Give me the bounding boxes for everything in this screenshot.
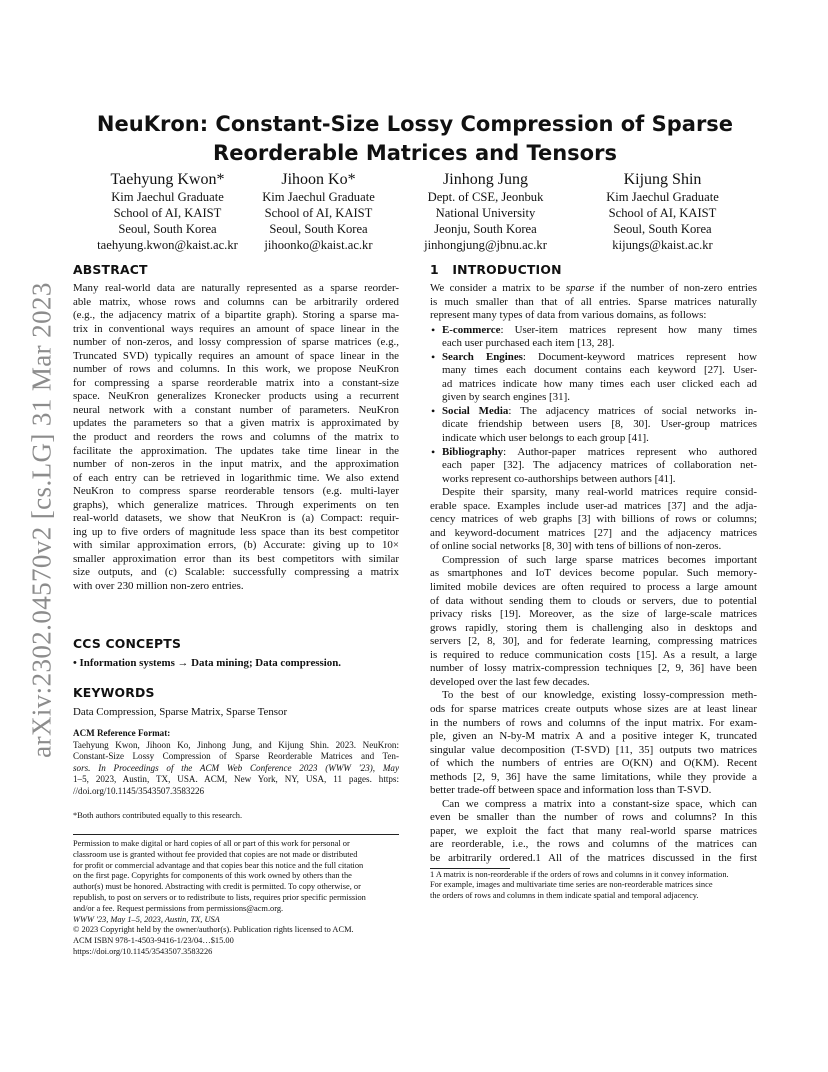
list-item [430,405,757,446]
intro-line: servers [2, 8, 30], and for federate learning, compressing matrices [430,635,757,648]
abstract-line: NeuKron to compress sparse reorderable tensors (e.g. multi-layer [73,485,399,498]
intro-paragraph-2 [430,486,757,554]
footnote [430,870,757,902]
intro-line: of which the numbers of entries are O(KN) and O(KM). Recent [430,757,757,770]
abstract-line: facilitate the approximation. The updates take time linear in the [73,444,399,457]
author-affiliation: Kim Jaechul Graduate [262,190,375,204]
author-location: Seoul, South Korea [118,222,217,236]
abstract-line: with similar approximation errors, (b) Accurate: giving up to 10× [73,539,399,552]
abstract-line: smaller approximation error than its best competitors with similar [73,552,399,565]
author-name: Jinhong Jung [443,171,528,188]
paper-title [80,110,750,168]
author-2 [231,170,406,253]
permission-line: Permission to make digital or hard copies of all or part of this work for personal or [73,839,350,848]
intro-line: To the best of our knowledge, existing lossy-compression meth- [442,689,757,702]
intro-paragraph-3 [430,554,757,689]
bullet-label: Search Engines [442,350,523,363]
bullet-line: each user purchased each item [13, 28]. [442,337,615,350]
equal-contribution-note: *Both authors contributed equally to this research. [73,811,243,820]
intro-line: even be smaller than the number of rows and columns? In this [430,811,757,824]
author-location: Seoul, South Korea [269,222,368,236]
copyright-line: © 2023 Copyright held by the owner/author(s). Publication rights licensed to ACM. [73,925,354,935]
footnote-line: the orders of rows and columns in them indicate spatial and temporal adjacency. [430,891,699,901]
intro-line: as smartphones and IoT devices become popular. Such memory- [430,567,757,580]
abstract-heading: ABSTRACT [73,262,148,277]
abstract-line: able matrix, whose rows and columns can be arbitrarily ordered [73,295,399,308]
venue-line: WWW '23, May 1–5, 2023, Austin, TX, USA [73,914,220,924]
acm-ref-line: 1–5, 2023, Austin, TX, USA. ACM, New York, NY, USA, 11 pages. https: [73,774,399,785]
permission-line: author(s) must be honored. Abstracting with credit is permitted. To copy otherwise, or [73,882,361,892]
bullet-line: ad matrices indicate how many times each user clicked each ad [442,377,757,390]
intro-line: ple, given an N-by-M matrix A and a positive integer K, truncated [430,730,757,743]
intro-line: privacy risks [19]. Moreover, as the size of large-scale matrices [430,608,757,621]
author-affiliation: School of AI, KAIST [113,206,222,220]
intro-line: Can we compress a matrix into a constant-size space, which can [442,797,757,810]
abstract-line: number of non-zeros in the input matrix, and the approximation [73,458,399,471]
abstract-line: for compressing a sparse reorderable matrix into a constant-size [73,376,399,389]
arxiv-stamp [22,282,62,758]
permission-line: classroom use is granted without fee provided that copies are not made or distributed [73,849,358,859]
list-item [430,324,757,351]
author-3 [398,170,573,253]
abstract-line: updates the parameters so that a given matrix is approximated by [73,417,399,430]
bullet-label: Social Media [442,404,509,417]
intro-line: Compression of such large sparse matrices becomes important [442,553,757,566]
arxiv-id: arXiv:2302.04570v2 [cs.LG] 31 Mar 2023 [26,282,57,758]
intro-line: of data without sending them to clouds or servers, due to potential [430,594,757,607]
footnote-line: For example, images and multivariate time series are non-reorderable matrices since [430,880,713,890]
abstract-line: of each entry can be retrieved in logarithmic time. We also extend [73,471,399,484]
bullet-label: E-commerce [442,323,501,336]
abstract-line: with over 230 million non-zero entries. [73,580,244,593]
bullet-line: dicate friendship between users [8, 30]. User-group matrices [442,418,757,431]
permission-line: for profit or commercial advantage and that copies bear this notice and the full citation [73,860,364,870]
author-affiliation: Dept. of CSE, Jeonbuk [427,190,544,204]
permission-line: republish, to post on servers or to redistribute to lists, requires prior specific permission [73,892,366,902]
intro-line: erable space. Examples include user-ad matrices [37] and the adja- [430,499,757,512]
intro-line: Despite their sparsity, many real-world matrices require consid- [442,486,757,499]
ccs-heading: CCS CONCEPTS [73,636,182,651]
author-1 [80,170,255,253]
acm-ref-line: Taehyung Kwon, Jihoon Ko, Jinhong Jung, and Kijung Shin. 2023. NeuKron: [73,739,399,750]
title-line-2: Reorderable Matrices and Tensors [213,141,617,165]
intro-line: ods for sparse matrices create outputs whose sizes are at least linear [430,702,757,715]
intro-line: is required to reduce communication costs [15]. As a result, a large [430,648,757,661]
author-email[interactable]: jinhongjung@jbnu.ac.kr [424,238,547,252]
abstract-text [73,282,399,594]
bullet-text: : Author-paper matrices represent who authored [503,445,757,458]
abstract-line: real-world datasets, we show that NeuKron is (a) Compact: requir- [73,512,399,525]
permission-notice [73,839,399,958]
author-location: Jeonju, South Korea [434,222,537,236]
intro-line: in the numbers of rows and columns of the input matrix. For exam- [430,716,757,729]
intro-line: paper, we exploit the fact that many real-world sparse matrices [430,824,757,837]
introduction-heading: 1 INTRODUCTION [430,262,562,277]
abstract-line: Many real-world data are naturally represented as a sparse reorder- [73,282,399,294]
intro-line: of online social networks [8, 30] with tens of billions of non-zeros. [430,540,722,553]
author-affiliation: School of AI, KAIST [264,206,373,220]
acm-ref-heading: ACM Reference Format: [73,728,171,738]
footer-rule [73,834,399,835]
intro-line: We consider a matrix to be sparse if the number of non-zero entries [430,282,757,294]
intro-line: developed over the last few decades. [430,675,590,688]
author-location: Seoul, South Korea [613,222,712,236]
bullet-line: given by search engines [31]. [442,391,570,404]
bullet-line: each paper [32]. The adjacency matrices of collaboration net- [442,459,757,472]
bullet-line: indicate which user belongs to each group [41]. [442,432,649,445]
intro-line: be arbitrarily ordered.1 All of the matrices discussed in the first [430,851,757,864]
footnote-rule [430,868,510,869]
abstract-line: space. NeuKron generalizes Kronecker products using a recurrent [73,390,399,403]
acm-ref-doi[interactable]: //doi.org/10.1145/3543507.3583226 [73,785,205,796]
author-affiliation: Kim Jaechul Graduate [606,190,719,204]
intro-line: are reorderable, i.e., the rows and columns of the matrices can [430,838,757,851]
author-4 [575,170,750,253]
abstract-line: neural network with a constant number of parameters. NeuKron [73,403,399,416]
acm-ref-text [73,740,399,798]
author-email[interactable]: jihoonko@kaist.ac.kr [264,238,373,252]
intro-line: cency matrices of web graphs [3] with billions of rows or columns; [430,513,757,526]
bullet-label: Bibliography [442,445,504,458]
author-email[interactable]: kijungs@kaist.ac.kr [612,238,713,252]
bullet-line [442,351,757,365]
isbn-line: ACM ISBN 978-1-4503-9416-1/23/04…$15.00 [73,936,234,946]
domain-list [430,324,757,487]
intro-line: limited mobile devices are often required to process a large amount [430,581,757,594]
abstract-line: number of non-zeros, and lossy compression of sparse matrices (e.g., [73,336,399,349]
footnote-line: 1 A matrix is non-reorderable if the orders of rows and columns in it convey information. [430,869,729,879]
intro-paragraph-4 [430,689,757,797]
author-affiliation: School of AI, KAIST [608,206,717,220]
abstract-line: Truncated SVD) typically requires an amount of space linear in the [73,349,399,362]
author-name: Kijung Shin [623,171,702,188]
intro-paragraph-5 [430,798,757,866]
intro-line: methods [2, 9, 36] have the same limitations, while they provide a [430,770,757,783]
intro-line: grows rapidly, storing them is challenging also in desktops and [430,621,757,634]
list-item [430,446,757,487]
title-line-1: NeuKron: Constant-Size Lossy Compression of Sparse [96,112,734,136]
keywords-text: Data Compression, Sparse Matrix, Sparse Tensor [73,706,288,718]
acm-ref-line: sors. In Proceedings of the ACM Web Conference 2023 (WWW '23), May [73,762,399,773]
abstract-line: trix in conventional ways requires an amount of space linear in the [73,322,399,335]
abstract-line: graphs), which generalize matrices. Through experiments on ten [73,498,399,511]
abstract-line: (e.g., the adjacency matrix of a bipartite graph). Storing a sparse ma- [73,309,399,322]
author-name: Taehyung Kwon* [110,171,225,188]
intro-line: singular value decomposition (T-SVD) [11, 35] outputs two matrices [430,743,757,756]
bullet-text: : User-item matrices represent how many times [500,323,757,336]
bullet-text: : Document-keyword matrices represent how [522,350,757,363]
list-item [430,351,757,405]
intro-line: is much smaller than that of all entries. Sparse matrices naturally [430,295,757,308]
bullet-line [442,324,757,338]
abstract-line: number of rows and columns. In this work, we propose NeuKron [73,363,399,376]
bullet-line: works represent co-authorships between authors [41]. [442,472,676,485]
intro-line: represent many types of data from various domains, as follows: [430,309,707,322]
intro-line: and keyword-document matrices [27] and the adjacency matrices [430,526,757,539]
author-name: Jihoon Ko* [281,171,356,188]
acm-ref-line: Constant-Size Lossy Compression of Sparse Reorderable Matrices and Ten- [73,751,399,762]
bullet-text: : The adjacency matrices of social networks in- [508,404,757,417]
bullet-line: many times each document contains each keyword [27]. User- [442,364,757,377]
author-affiliation: Kim Jaechul Graduate [111,190,224,204]
abstract-line: ing up to five orders of magnitude less space than its best competitor [73,525,399,538]
intro-line: number of lossy matrix-compression techniques [2, 9, 36] have been [430,662,757,675]
doi-link[interactable]: https://doi.org/10.1145/3543507.3583226 [73,946,213,956]
keywords-heading: KEYWORDS [73,685,155,700]
ccs-text: • Information systems → Data mining; Data compression. [73,657,342,669]
permission-line: and/or a fee. Request permissions from permissions@acm.org. [73,903,284,913]
intro-line: better trade-off between space and information loss than T-SVD. [430,784,712,797]
bullet-line [442,405,757,419]
abstract-line: the product and reorders the rows and columns of the matrix to [73,431,399,444]
author-affiliation: National University [435,206,536,220]
bullet-line [442,446,757,460]
author-email[interactable]: taehyung.kwon@kaist.ac.kr [97,238,238,252]
permission-line: on the first page. Copyrights for components of this work owned by others than the [73,871,352,881]
abstract-line: size outputs, and (c) Scalable: successfully compressing a matrix [73,566,399,579]
intro-paragraph-1 [430,282,757,323]
